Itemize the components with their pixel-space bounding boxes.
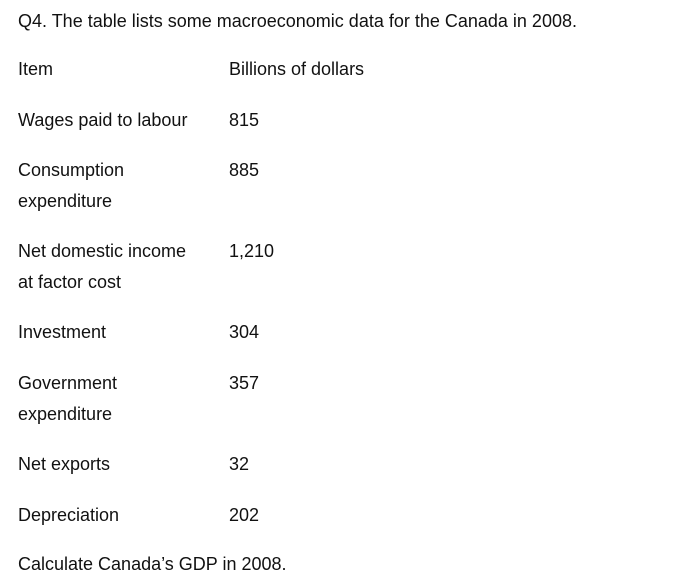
row-value: 304 (229, 322, 260, 342)
row-value: 202 (229, 505, 260, 525)
row-value: 885 (229, 160, 260, 180)
header-value: Billions of dollars (229, 59, 365, 79)
row-item-line: Net domestic income (18, 241, 187, 261)
row-item-line: expenditure (18, 191, 113, 211)
row-value: 1,210 (229, 241, 275, 261)
row-item-line: Investment (18, 322, 107, 342)
row-item-line: at factor cost (18, 272, 122, 292)
row-item-line: Depreciation (18, 505, 120, 525)
row-item-line: expenditure (18, 404, 113, 424)
calculation-prompt: Calculate Canada’s GDP in 2008. (18, 554, 287, 574)
row-item-line: Wages paid to labour (18, 110, 188, 130)
header-item: Item (18, 59, 54, 79)
row-item-label (18, 317, 223, 348)
row-item-label (18, 236, 223, 298)
row-item-label (18, 155, 223, 217)
row-item-label (18, 449, 223, 480)
row-value: 32 (229, 454, 250, 474)
row-value: 815 (229, 110, 260, 130)
row-item-line: Consumption (18, 160, 125, 180)
row-item-line: Net exports (18, 454, 111, 474)
question-text: Q4. The table lists some macroeconomic data for the Canada in 2008. (18, 11, 577, 31)
row-item-label (18, 105, 223, 136)
row-item-label (18, 500, 223, 531)
row-item-label (18, 368, 223, 430)
row-item-line: Government (18, 373, 118, 393)
row-value: 357 (229, 373, 260, 393)
